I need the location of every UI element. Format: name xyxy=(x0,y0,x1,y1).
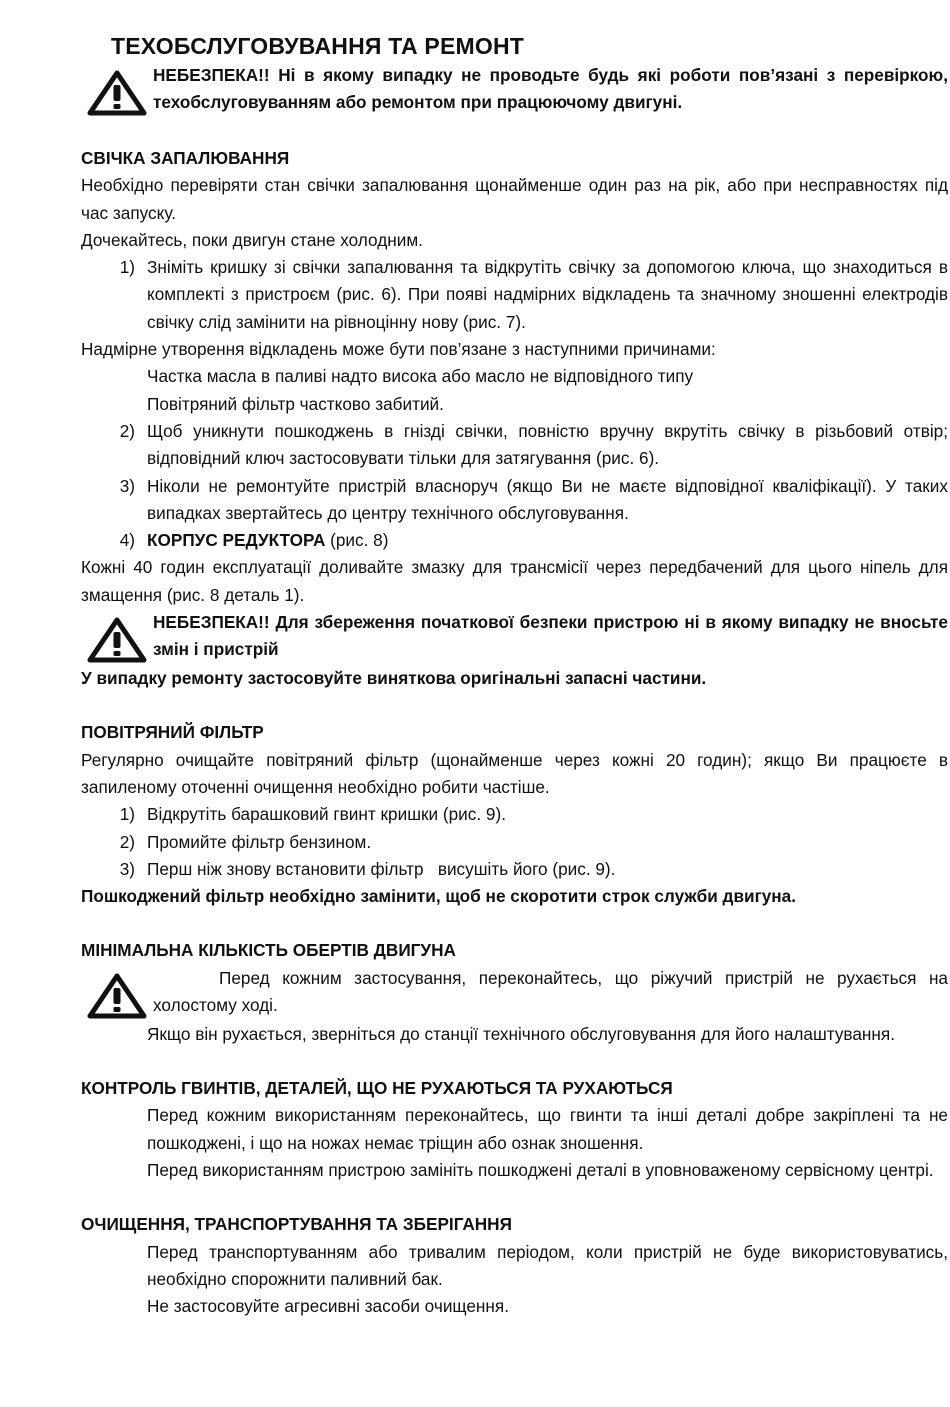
screws-p1: Перед кожним використанням переконайтесь, що гвинти та інші деталі добре закріплені та не пошкоджені, і що на ножах немає тріщин або ознак зношення. xyxy=(147,1105,948,1153)
spark-intro: Необхідно перевіряти стан свічки запалювання щонайменше один раз на рік, або при несправностях під час запуску. xyxy=(81,175,948,223)
section-heading-cleaning: ОЧИЩЕННЯ, ТРАНСПОРТУВАННЯ ТА ЗБЕРІГАННЯ xyxy=(81,1214,512,1235)
clean-p2: Не застосовуйте агресивні засоби очищення. xyxy=(147,1296,509,1317)
spark-wait: Дочекайтесь, поки двигун стане холодним. xyxy=(81,229,423,250)
list-item xyxy=(81,856,948,883)
idle-warning-block xyxy=(81,965,948,1021)
list-item xyxy=(81,801,948,828)
list-number: 1) xyxy=(119,804,135,825)
list-text: Зніміть кришку зі свічки запалювання та відкрутіть свічку за допомогою ключа, що знаходиться в комплекті з пристроєм (рис. 6). При появі надмірних відкладень та значному зношенні електродів свічку слід замінити на рівноцінну нову (рис. 7). xyxy=(147,257,948,332)
air-intro: Регулярно очищайте повітряний фільтр (щонайменше через кожні 20 годин); якщо Ви працюєте в запиленому оточенні очищення необхідно робити частіше. xyxy=(81,749,948,797)
warning-triangle-icon xyxy=(81,965,153,1021)
list-number: 2) xyxy=(119,420,135,441)
screws-p2: Перед використанням пристрою замініть пошкоджені деталі в уповноваженому сервісному центрі. xyxy=(147,1159,934,1180)
page-title: ТЕХОБСЛУГОВУВАННЯ ТА РЕМОНТ xyxy=(111,33,525,59)
danger-text-2: НЕБЕЗПЕКА!! Для збереження початкової безпеки пристрою ні в якому випадку не вносьте змін і пристрій xyxy=(153,612,948,660)
warning-triangle-icon xyxy=(81,609,153,665)
spark-cause-2: Повітряний фільтр частково забитий. xyxy=(147,393,444,414)
list-number: 1) xyxy=(119,257,135,278)
section-heading-spark: СВІЧКА ЗАПАЛЮВАННЯ xyxy=(81,148,290,168)
clean-p1: Перед транспортуванням або тривалим періодом, коли пристрій не буде використовуватись, необхідно спорожнити паливний бак. xyxy=(147,1241,948,1289)
spark-steps xyxy=(81,254,948,336)
list-number: 3) xyxy=(119,858,135,879)
spark-steps-2 xyxy=(81,418,948,554)
list-text xyxy=(147,527,948,554)
section-heading-idle: МІНІМАЛЬНА КІЛЬКІСТЬ ОБЕРТІВ ДВИГУНА xyxy=(81,940,456,961)
list-number: 2) xyxy=(119,831,135,852)
section-heading-screws: КОНТРОЛЬ ГВИНТІВ, ДЕТАЛЕЙ, ЩО НЕ РУХАЮТЬСЯ ТА РУХАЮТЬСЯ xyxy=(81,1078,673,1099)
list-text: Відкрутіть барашковий гвинт кришки (рис. 9). xyxy=(147,804,506,825)
danger-block-main xyxy=(81,62,948,118)
gearbox-figure-ref: (рис. 8) xyxy=(325,530,389,551)
list-item xyxy=(81,254,948,336)
gearbox-heading: КОРПУС РЕДУКТОРА xyxy=(147,530,326,551)
list-text: Перш ніж знову встановити фільтр висушіть його (рис. 9). xyxy=(147,858,616,879)
idle-warning-text: Перед кожним застосування, переконайтесь, що ріжучий пристрій не рухається на холостому ході. xyxy=(153,967,948,1016)
idle-note: Якщо він рухається, зверніться до станції технічного обслуговування для його налаштування. xyxy=(147,1023,895,1044)
section-heading-air-filter: ПОВІТРЯНИЙ ФІЛЬТР xyxy=(81,722,264,743)
spark-cause-1: Частка масла в паливі надто висока або масло не відповідного типу xyxy=(147,366,694,387)
danger-block-2 xyxy=(81,609,948,665)
air-steps xyxy=(81,801,948,883)
warning-triangle-icon xyxy=(81,62,153,118)
list-item xyxy=(81,829,948,856)
danger-text-main: НЕБЕЗПЕКА!! Ні в якому випадку не проводьте будь які роботи пов’язані з перевіркою, техобслуговуванням або ремонтом при працюючому двигуні. xyxy=(153,65,948,113)
manual-page xyxy=(81,30,948,1320)
gearbox-text: Кожні 40 годин експлуатації доливайте змазку для трансмісії через передбачений для цього ніпель для змащення (рис. 8 деталь 1). xyxy=(81,557,948,605)
list-number: 3) xyxy=(119,475,135,496)
list-number: 4) xyxy=(119,530,135,551)
list-item xyxy=(81,527,948,554)
spark-causes-intro: Надмірне утворення відкладень може бути пов’язане з наступними причинами: xyxy=(81,339,716,360)
list-text: Ніколи не ремонтуйте пристрій власноруч (якщо Ви не маєте відповідної кваліфікації). У таких випадках звертайтесь до центру технічного обслуговування. xyxy=(147,475,948,523)
repair-note: У випадку ремонту застосовуйте виняткова оригінальні запасні частини. xyxy=(81,668,707,689)
list-text: Щоб уникнути пошкоджень в гнізді свічки, повністю вручну вкрутіть свічку в різьбовий отвір; відповідний ключ застосовувати тільки для затягування (рис. 6). xyxy=(147,420,948,469)
list-text: Промийте фільтр бензином. xyxy=(147,831,372,852)
list-item xyxy=(81,418,948,473)
air-note: Пошкоджений фільтр необхідно замінити, щоб не скоротити строк служби двигуна. xyxy=(81,886,797,907)
list-item xyxy=(81,473,948,528)
